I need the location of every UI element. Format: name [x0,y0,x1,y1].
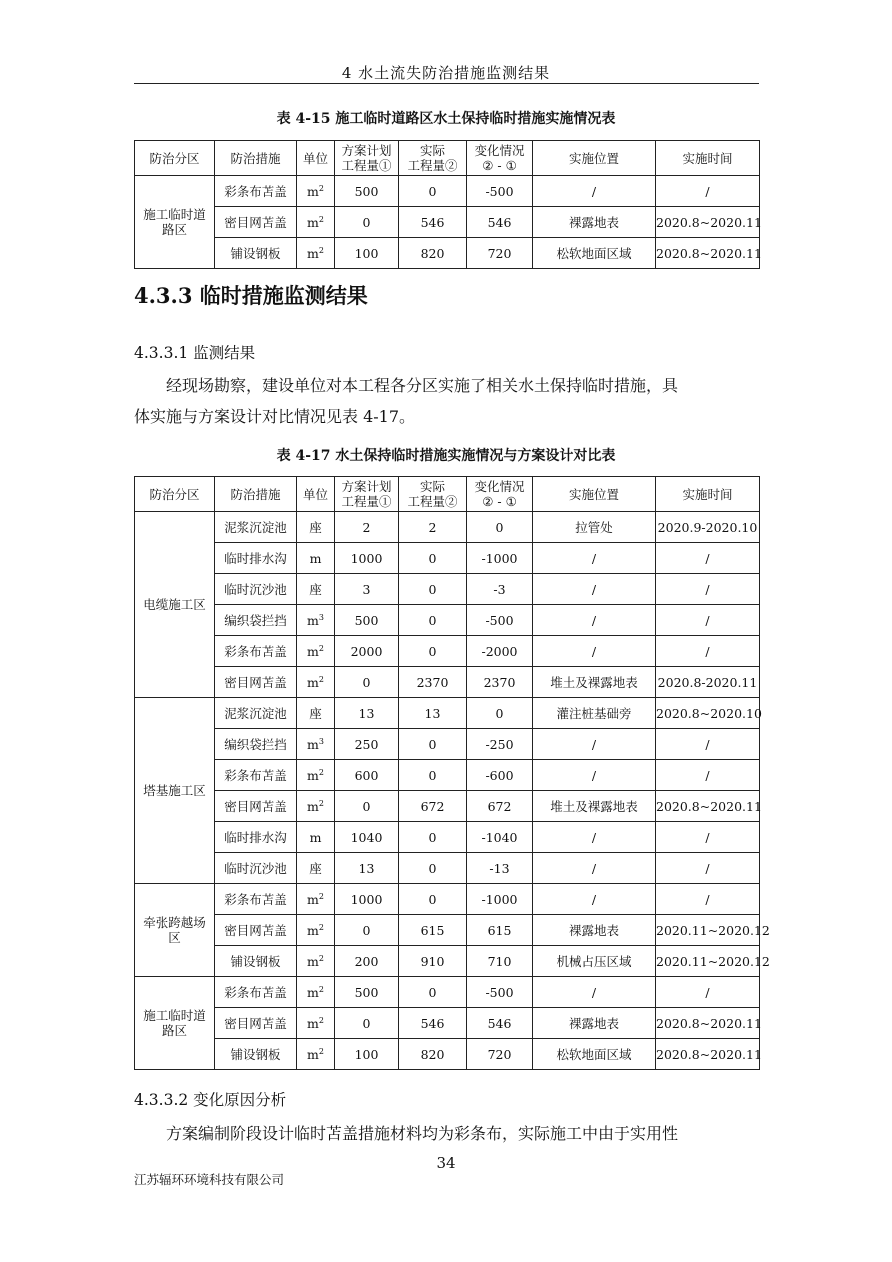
unit-exponent: 2 [318,183,324,193]
time-cell: / [656,760,760,791]
header-zone: 防治分区 [135,141,215,176]
time-cell: / [656,574,760,605]
unit-exponent: 2 [318,984,324,994]
change-cell: 615 [467,915,533,946]
plan-cell: 100 [335,1039,399,1070]
subsection-title-results: 4.3.3.1 监测结果 [134,344,256,362]
plan-cell: 600 [335,760,399,791]
unit-base: m [309,550,322,566]
location-cell: 松软地面区域 [533,238,656,269]
unit-exponent: 2 [318,1046,324,1056]
actual-cell: 0 [399,636,467,667]
time-cell: / [656,853,760,884]
unit-base: m [307,183,319,199]
location-cell: 裸露地表 [533,207,656,238]
unit-exponent: 3 [318,612,324,622]
plan-cell: 2000 [335,636,399,667]
measure-cell: 密目网苫盖 [215,1008,297,1039]
table-row [135,760,760,791]
measure-cell: 铺设钢板 [215,946,297,977]
unit-exponent: 2 [318,674,324,684]
measure-cell: 彩条布苫盖 [215,176,297,207]
unit-cell [297,207,335,238]
header-plan [335,141,399,176]
unit-base: m [307,612,319,628]
location-cell: / [533,543,656,574]
header-actual [399,141,467,176]
location-cell: / [533,605,656,636]
plan-cell: 0 [335,1008,399,1039]
plan-cell: 2 [335,512,399,543]
table-row [135,884,760,915]
unit-cell [297,946,335,977]
unit-cell [297,512,335,543]
change-cell: -500 [467,605,533,636]
plan-cell: 13 [335,698,399,729]
unit-cell [297,1039,335,1070]
measure-cell: 密目网苫盖 [215,667,297,698]
header-plan-line2: 工程量① [341,494,392,509]
actual-cell: 2370 [399,667,467,698]
unit-base: m [307,1046,319,1062]
plan-cell: 100 [335,238,399,269]
unit-base: m [307,922,319,938]
plan-cell: 1000 [335,543,399,574]
unit-cell [297,1008,335,1039]
actual-cell: 0 [399,729,467,760]
unit-cell [297,729,335,760]
header-actual-line2: 工程量② [407,158,458,173]
unit-base: m [307,953,319,969]
unit-exponent: 2 [318,245,324,255]
paragraph-causes-line1: 方案编制阶段设计临时苫盖措施材料均为彩条布，实际施工中由于实用性 [166,1124,679,1143]
location-cell: / [533,574,656,605]
table-row [135,946,760,977]
header-change-line1: 变化情况 [474,143,525,158]
unit-base: 座 [309,519,322,535]
unit-exponent: 2 [318,922,324,932]
time-cell: / [656,176,760,207]
measure-cell: 彩条布苫盖 [215,884,297,915]
plan-cell: 500 [335,605,399,636]
header-time: 实施时间 [656,477,760,512]
unit-exponent: 2 [318,798,324,808]
time-cell: 2020.8~2020.11 [656,1039,760,1070]
change-cell: 546 [467,207,533,238]
header-plan-line1: 方案计划 [341,479,392,494]
measure-cell: 密目网苫盖 [215,915,297,946]
location-cell: / [533,176,656,207]
time-cell: / [656,884,760,915]
header-change-line2: ② - ① [482,158,517,173]
table-row [135,667,760,698]
measure-cell: 彩条布苫盖 [215,636,297,667]
time-cell: 2020.11~2020.12 [656,915,760,946]
unit-cell [297,698,335,729]
plan-cell: 0 [335,791,399,822]
change-cell: -1000 [467,543,533,574]
plan-cell: 13 [335,853,399,884]
unit-cell [297,238,335,269]
zone-cell: 塔基施工区 [135,698,215,884]
plan-cell: 250 [335,729,399,760]
change-cell: 0 [467,698,533,729]
unit-cell [297,822,335,853]
time-cell: 2020.8~2020.10 [656,698,760,729]
time-cell: / [656,636,760,667]
header-change [467,477,533,512]
table-header-row [135,477,760,512]
unit-exponent: 2 [318,214,324,224]
actual-cell: 0 [399,605,467,636]
table-row [135,1039,760,1070]
unit-base: m [307,891,319,907]
change-cell: -250 [467,729,533,760]
time-cell: 2020.11~2020.12 [656,946,760,977]
unit-cell [297,853,335,884]
change-cell: 720 [467,1039,533,1070]
actual-cell: 820 [399,1039,467,1070]
table-row [135,207,760,238]
table-row [135,636,760,667]
measure-cell: 临时沉沙池 [215,574,297,605]
unit-base: m [307,214,319,230]
header-plan-line2: 工程量① [341,158,392,173]
location-cell: / [533,853,656,884]
table-row [135,698,760,729]
actual-cell: 546 [399,207,467,238]
table-row [135,822,760,853]
change-cell: 546 [467,1008,533,1039]
change-cell: -600 [467,760,533,791]
unit-cell [297,636,335,667]
plan-cell: 0 [335,915,399,946]
unit-base: m [307,767,319,783]
time-cell: / [656,822,760,853]
zone-cell: 施工临时道路区 [135,977,215,1070]
header-unit: 单位 [297,477,335,512]
actual-cell: 0 [399,822,467,853]
plan-cell: 500 [335,977,399,1008]
measure-cell: 铺设钢板 [215,1039,297,1070]
table-row [135,512,760,543]
header-actual-line1: 实际 [419,143,445,158]
measure-cell: 编织袋拦挡 [215,729,297,760]
unit-base: m [307,245,319,261]
measure-cell: 临时沉沙池 [215,853,297,884]
actual-cell: 2 [399,512,467,543]
zone-cell: 施工临时道路区 [135,176,215,269]
actual-cell: 0 [399,574,467,605]
unit-base: m [307,1015,319,1031]
plan-cell: 3 [335,574,399,605]
unit-base: m [307,643,319,659]
header-plan [335,477,399,512]
change-cell: -1040 [467,822,533,853]
header-change [467,141,533,176]
unit-exponent: 3 [318,736,324,746]
header-actual-line1: 实际 [419,479,445,494]
unit-base: m [307,984,319,1000]
unit-cell [297,915,335,946]
unit-exponent: 2 [318,767,324,777]
unit-exponent: 2 [318,643,324,653]
actual-cell: 13 [399,698,467,729]
page-number: 34 [436,1154,456,1172]
unit-cell [297,791,335,822]
header-measure: 防治措施 [215,477,297,512]
actual-cell: 672 [399,791,467,822]
header-actual-line2: 工程量② [407,494,458,509]
table-row [135,729,760,760]
page-header-title: 4 水土流失防治措施监测结果 [341,64,551,82]
header-measure: 防治措施 [215,141,297,176]
zone-cell: 牵张跨越场区 [135,884,215,977]
table-4-15-caption: 表 4-15 施工临时道路区水土保持临时措施实施情况表 [276,111,616,127]
unit-cell [297,884,335,915]
table-row [135,605,760,636]
time-cell: 2020.8~2020.11 [656,207,760,238]
plan-cell: 500 [335,176,399,207]
measure-cell: 临时排水沟 [215,543,297,574]
measure-cell: 彩条布苫盖 [215,977,297,1008]
time-cell: 2020.9-2020.10 [656,512,760,543]
time-cell: / [656,543,760,574]
header-time: 实施时间 [656,141,760,176]
change-cell: -1000 [467,884,533,915]
change-cell: -500 [467,176,533,207]
paragraph-intro-line1: 经现场勘察，建设单位对本工程各分区实施了相关水土保持临时措施，具 [166,376,679,395]
actual-cell: 820 [399,238,467,269]
subsection-title-causes: 4.3.3.2 变化原因分析 [134,1091,287,1109]
change-cell: -3 [467,574,533,605]
unit-exponent: 2 [318,953,324,963]
location-cell: 堆土及裸露地表 [533,667,656,698]
unit-cell [297,574,335,605]
time-cell: / [656,977,760,1008]
actual-cell: 0 [399,760,467,791]
location-cell: / [533,822,656,853]
footer-company: 江苏辐环环境科技有限公司 [134,1172,285,1187]
plan-cell: 1000 [335,884,399,915]
actual-cell: 0 [399,884,467,915]
unit-cell [297,760,335,791]
header-rule [134,83,759,84]
location-cell: / [533,636,656,667]
unit-base: 座 [309,705,322,721]
measure-cell: 密目网苫盖 [215,207,297,238]
unit-exponent: 2 [318,1015,324,1025]
location-cell: / [533,977,656,1008]
header-change-line1: 变化情况 [474,479,525,494]
location-cell: 灌注桩基础旁 [533,698,656,729]
change-cell: -2000 [467,636,533,667]
actual-cell: 0 [399,977,467,1008]
measure-cell: 编织袋拦挡 [215,605,297,636]
header-change-line2: ② - ① [482,494,517,509]
change-cell: 672 [467,791,533,822]
paragraph-intro [134,370,759,432]
location-cell: 松软地面区域 [533,1039,656,1070]
unit-cell [297,176,335,207]
location-cell: 机械占压区域 [533,946,656,977]
unit-cell [297,543,335,574]
actual-cell: 0 [399,853,467,884]
actual-cell: 546 [399,1008,467,1039]
unit-base: m [307,736,319,752]
location-cell: 裸露地表 [533,915,656,946]
change-cell: 710 [467,946,533,977]
header-plan-line1: 方案计划 [341,143,392,158]
measure-cell: 泥浆沉淀池 [215,698,297,729]
change-cell: 2370 [467,667,533,698]
change-cell: -13 [467,853,533,884]
header-unit: 单位 [297,141,335,176]
table-4-15 [134,140,760,269]
time-cell: 2020.8~2020.11 [656,238,760,269]
table-row [135,574,760,605]
location-cell: / [533,760,656,791]
unit-exponent: 2 [318,891,324,901]
change-cell: 0 [467,512,533,543]
unit-cell [297,977,335,1008]
location-cell: / [533,884,656,915]
table-header-row [135,141,760,176]
time-cell: / [656,605,760,636]
plan-cell: 1040 [335,822,399,853]
location-cell: 堆土及裸露地表 [533,791,656,822]
unit-cell [297,605,335,636]
zone-cell: 电缆施工区 [135,512,215,698]
plan-cell: 200 [335,946,399,977]
header-zone: 防治分区 [135,477,215,512]
paragraph-causes [134,1118,759,1149]
table-row [135,791,760,822]
change-cell: -500 [467,977,533,1008]
table-row [135,238,760,269]
header-location: 实施位置 [533,477,656,512]
time-cell: 2020.8-2020.11 [656,667,760,698]
time-cell: 2020.8~2020.11 [656,791,760,822]
table-row [135,543,760,574]
measure-cell: 铺设钢板 [215,238,297,269]
table-row [135,176,760,207]
unit-base: 座 [309,860,322,876]
unit-base: m [309,829,322,845]
actual-cell: 0 [399,543,467,574]
change-cell: 720 [467,238,533,269]
measure-cell: 密目网苫盖 [215,791,297,822]
section-title: 4.3.3 临时措施监测结果 [134,283,368,308]
table-row [135,915,760,946]
plan-cell: 0 [335,207,399,238]
unit-cell [297,667,335,698]
unit-base: m [307,798,319,814]
measure-cell: 彩条布苫盖 [215,760,297,791]
table-row [135,853,760,884]
time-cell: / [656,729,760,760]
location-cell: / [533,729,656,760]
location-cell: 裸露地表 [533,1008,656,1039]
actual-cell: 615 [399,915,467,946]
paragraph-intro-line2: 体实施与方案设计对比情况见表 4-17。 [134,407,416,426]
actual-cell: 0 [399,176,467,207]
measure-cell: 泥浆沉淀池 [215,512,297,543]
plan-cell: 0 [335,667,399,698]
table-4-17-caption: 表 4-17 水土保持临时措施实施情况与方案设计对比表 [276,448,616,464]
table-row [135,977,760,1008]
table-4-17 [134,476,770,1070]
location-cell: 拉管处 [533,512,656,543]
header-location: 实施位置 [533,141,656,176]
header-actual [399,477,467,512]
unit-base: 座 [309,581,322,597]
time-cell: 2020.8~2020.11 [656,1008,760,1039]
measure-cell: 临时排水沟 [215,822,297,853]
unit-base: m [307,674,319,690]
table-row [135,1008,760,1039]
actual-cell: 910 [399,946,467,977]
